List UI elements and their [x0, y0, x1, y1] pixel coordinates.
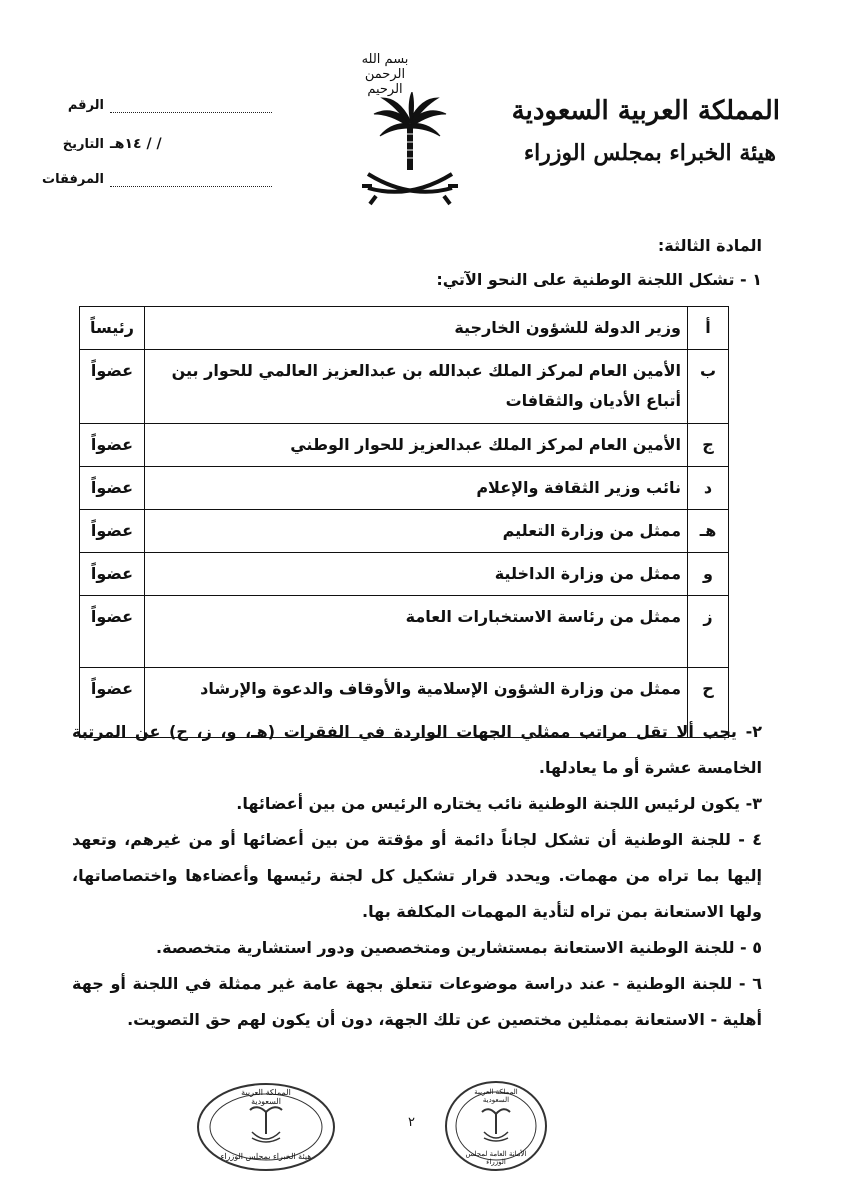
row-letter: هـ	[688, 510, 729, 553]
page-number: ٢	[408, 1115, 415, 1130]
ref-line	[110, 102, 272, 113]
date-label: التاريخ	[62, 137, 104, 152]
row-letter: أ	[688, 307, 729, 350]
row-desc: الأمين العام لمركز الملك عبدالعزيز للحوار الوطني	[145, 424, 688, 467]
row-role: عضواً	[80, 424, 145, 467]
table-row	[80, 424, 729, 467]
row-desc: ممثل من رئاسة الاستخبارات العامة	[145, 596, 688, 668]
ref-number-field	[68, 98, 272, 113]
row-desc: ممثل من وزارة الداخلية	[145, 553, 688, 596]
row-letter: و	[688, 553, 729, 596]
paragraph-3: ٣- يكون لرئيس اللجنة الوطنية نائب يختاره الرئيس من بين أعضائها.	[236, 794, 762, 813]
row-desc: ممثل من وزارة التعليم	[145, 510, 688, 553]
row-letter: ح	[688, 668, 729, 738]
seal-left-bottom-text: هيئة الخبراء بمجلس الوزراء	[220, 1152, 312, 1161]
table-row	[80, 467, 729, 510]
row-letter: د	[688, 467, 729, 510]
row-letter: ز	[688, 596, 729, 668]
date-field	[63, 136, 272, 152]
table-row	[80, 510, 729, 553]
seal-right	[444, 1080, 548, 1172]
table-row	[80, 307, 729, 350]
attachments-label: المرفقات	[42, 172, 104, 187]
row-desc: وزير الدولة للشؤون الخارجية	[145, 307, 688, 350]
table-row	[80, 553, 729, 596]
row-desc: نائب وزير الثقافة والإعلام	[145, 467, 688, 510]
paragraph-2: ٢- يجب ألا تقل مراتب ممثلي الجهات الواردة في الفقرات (هـ، و، ز، ح) عن المرتبة الخامسة عشرة أو ما يعادلها.	[72, 722, 762, 777]
basmala: بسم الله الرحمن الرحيم	[361, 52, 409, 97]
row-role: عضواً	[80, 596, 145, 668]
table-row	[80, 350, 729, 424]
row-role: عضواً	[80, 467, 145, 510]
row-role: عضواً	[80, 350, 145, 424]
attachments-field	[42, 172, 272, 187]
seal-left	[196, 1082, 336, 1172]
org-subtitle: هيئة الخبراء بمجلس الوزراء	[523, 140, 776, 166]
row-letter: ج	[688, 424, 729, 467]
seal-left-top-text: المملكة العربية السعودية	[241, 1088, 291, 1106]
item-1: ١ - تشكل اللجنة الوطنية على النحو الآتي:	[436, 270, 762, 289]
paragraph-6: ٦ - للجنة الوطنية - عند دراسة موضوعات تتعلق بجهة عامة غير ممثلة في اللجنة أو جهة أهلية - الاستعانة بممثلين مختصين عن تلك الجهة، دون أن يكون لهم حق التصويت.	[72, 974, 762, 1029]
row-desc: الأمين العام لمركز الملك عبدالله بن عبدالعزيز العالمي للحوار بين أتباع الأديان والثقافات	[145, 350, 688, 424]
paragraph-4: ٤ - للجنة الوطنية أن تشكل لجاناً دائمة أو مؤقتة من بين أعضائها أو من غيرهم، وتعهد إليها بما تراه من مهمات. ويحدد قرار تشكيل كل لجنة رئيسها وأعضاءها واختصاصاتها، ولها الاستعانة بمن تراه لتأدية المهمات المكلفة بها.	[72, 830, 762, 921]
committee-table	[79, 306, 729, 738]
date-value: / / ١٤هـ	[110, 136, 162, 152]
table-row	[80, 596, 729, 668]
row-role: عضواً	[80, 553, 145, 596]
attachments-line	[110, 176, 272, 187]
saudi-emblem-icon	[360, 92, 460, 208]
ref-label: الرقم	[67, 98, 104, 113]
row-role: عضواً	[80, 510, 145, 553]
row-desc: ممثل من وزارة الشؤون الإسلامية والأوقاف والدعوة والإرشاد	[145, 668, 688, 738]
seal-right-bottom-text: الأمانة العامة لمجلس الوزراء	[465, 1150, 527, 1166]
org-name: المملكة العربية السعودية	[511, 96, 780, 126]
row-letter: ب	[688, 350, 729, 424]
paragraph-5: ٥ - للجنة الوطنية الاستعانة بمستشارين ومتخصصين ودور استشارية متخصصة.	[156, 938, 762, 957]
row-role: رئيساً	[80, 307, 145, 350]
row-role: عضواً	[80, 668, 145, 738]
article-title: المادة الثالثة:	[657, 236, 762, 255]
seal-right-top-text: المملكة العربية السعودية	[474, 1088, 518, 1104]
